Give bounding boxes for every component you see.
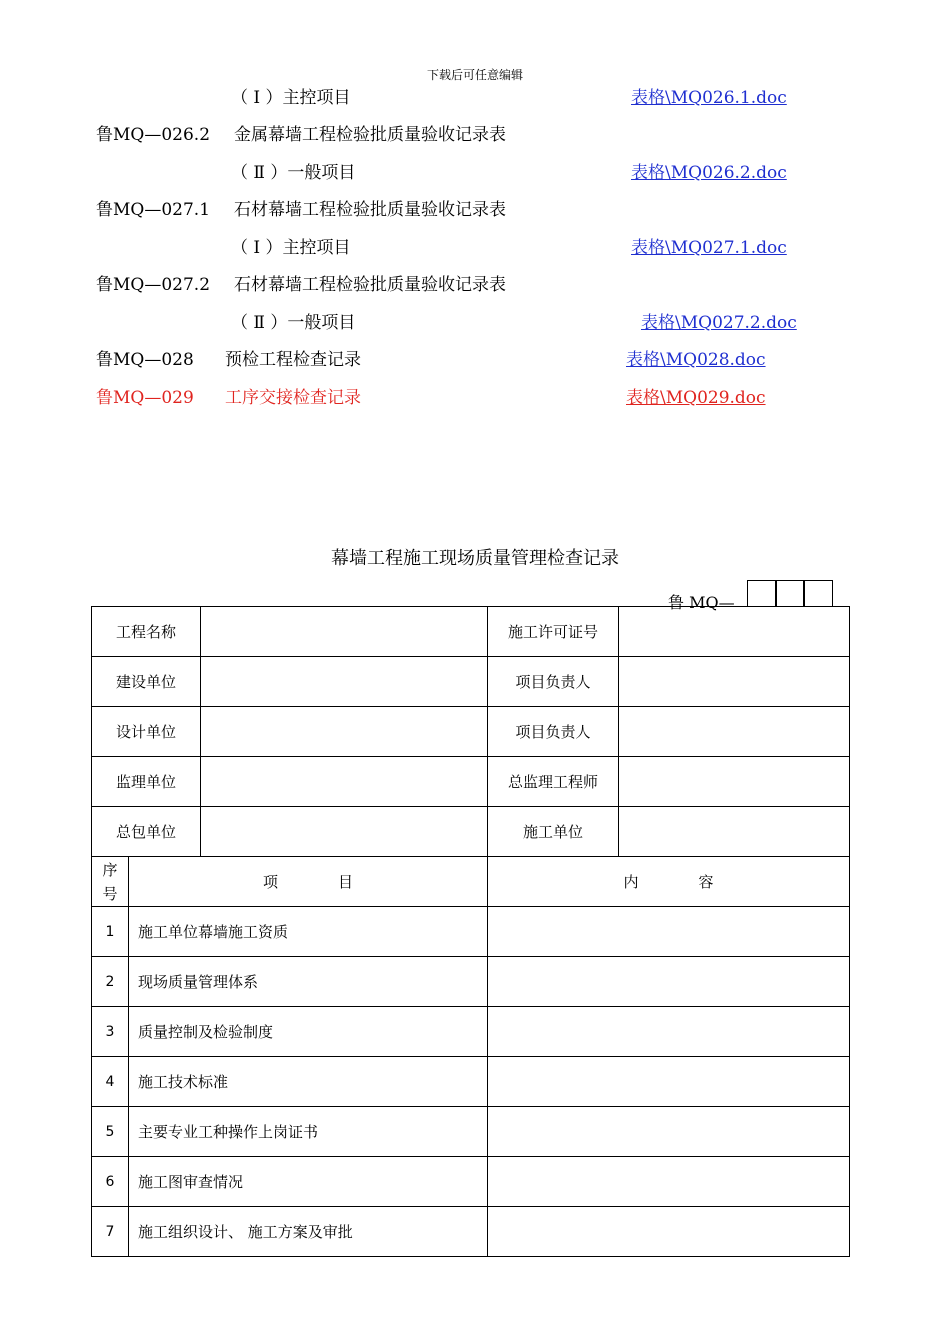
item-content-cell[interactable] — [488, 1107, 850, 1157]
index-title: （ Ⅱ ）一般项目 — [231, 163, 356, 183]
info-value-cell[interactable] — [619, 707, 850, 757]
info-row — [92, 707, 850, 757]
item-number: 6 — [92, 1157, 129, 1207]
item-number: 2 — [92, 957, 129, 1007]
item-row — [92, 957, 850, 1007]
info-value-cell[interactable] — [619, 757, 850, 807]
info-value-cell[interactable] — [201, 807, 488, 857]
doc-link[interactable]: 表格\MQ026.2.doc — [631, 163, 787, 183]
item-row — [92, 1007, 850, 1057]
info-label: 建设单位 — [92, 657, 201, 707]
index-code: 鲁MQ—029 — [96, 388, 194, 408]
item-content-cell[interactable] — [488, 1007, 850, 1057]
item-header: 项 目 — [129, 857, 488, 907]
quality-check-table — [91, 606, 850, 1257]
index-title: 石材幕墙工程检验批质量验收记录表 — [234, 200, 506, 220]
info-label: 项目负责人 — [488, 657, 619, 707]
item-row — [92, 1157, 850, 1207]
item-number: 1 — [92, 907, 129, 957]
index-title: 工序交接检查记录 — [225, 388, 361, 408]
item-name: 施工组织设计、 施工方案及审批 — [129, 1207, 488, 1257]
doc-link[interactable]: 表格\MQ026.1.doc — [631, 88, 787, 108]
info-row — [92, 657, 850, 707]
doc-link[interactable]: 表格\MQ029.doc — [626, 388, 766, 408]
info-label: 工程名称 — [92, 607, 201, 657]
content-header: 内 容 — [488, 857, 850, 907]
index-code: 鲁MQ—026.2 — [96, 125, 211, 145]
info-value-cell[interactable] — [619, 807, 850, 857]
item-content-cell[interactable] — [488, 1207, 850, 1257]
index-title: （ Ⅱ ）一般项目 — [231, 313, 356, 333]
item-content-cell[interactable] — [488, 957, 850, 1007]
info-row — [92, 757, 850, 807]
info-label: 总包单位 — [92, 807, 201, 857]
doc-link[interactable]: 表格\MQ028.doc — [626, 350, 766, 370]
item-number: 4 — [92, 1057, 129, 1107]
seq-header-bottom: 号 — [102, 884, 118, 903]
item-row — [92, 1057, 850, 1107]
index-title: 金属幕墙工程检验批质量验收记录表 — [234, 125, 506, 145]
index-code: 鲁MQ—028 — [96, 350, 194, 370]
form-title: 幕墙工程施工现场质量管理检查记录 — [331, 548, 619, 569]
item-row — [92, 907, 850, 957]
info-value-cell[interactable] — [201, 757, 488, 807]
item-name: 主要专业工种操作上岗证书 — [129, 1107, 488, 1157]
item-content-cell[interactable] — [488, 1057, 850, 1107]
doc-link[interactable]: 表格\MQ027.2.doc — [641, 313, 797, 333]
info-row — [92, 607, 850, 657]
item-name: 现场质量管理体系 — [129, 957, 488, 1007]
item-name: 质量控制及检验制度 — [129, 1007, 488, 1057]
info-row — [92, 807, 850, 857]
info-label: 施工许可证号 — [488, 607, 619, 657]
info-label: 施工单位 — [488, 807, 619, 857]
index-title: （ Ⅰ ）主控项目 — [231, 238, 351, 258]
index-code: 鲁MQ—027.1 — [96, 200, 211, 220]
info-value-cell[interactable] — [201, 657, 488, 707]
index-title: （ Ⅰ ）主控项目 — [231, 88, 351, 108]
item-number: 3 — [92, 1007, 129, 1057]
header-note: 下载后可任意编辑 — [426, 68, 523, 82]
info-label: 总监理工程师 — [488, 757, 619, 807]
item-number: 5 — [92, 1107, 129, 1157]
index-title: 预检工程检查记录 — [225, 350, 361, 370]
index-code: 鲁MQ—027.2 — [96, 275, 211, 295]
item-content-cell[interactable] — [488, 907, 850, 957]
seq-header — [92, 857, 129, 907]
item-number: 7 — [92, 1207, 129, 1257]
item-name: 施工图审查情况 — [129, 1157, 488, 1207]
info-value-cell[interactable] — [201, 707, 488, 757]
items-header-row — [92, 857, 850, 907]
index-title: 石材幕墙工程检验批质量验收记录表 — [234, 275, 506, 295]
item-name: 施工技术标准 — [129, 1057, 488, 1107]
doc-link[interactable]: 表格\MQ027.1.doc — [631, 238, 787, 258]
info-label: 设计单位 — [92, 707, 201, 757]
code-digit-box[interactable] — [803, 580, 833, 607]
info-label: 监理单位 — [92, 757, 201, 807]
info-value-cell[interactable] — [619, 607, 850, 657]
code-digit-box[interactable] — [747, 580, 777, 607]
code-digit-box[interactable] — [775, 580, 805, 607]
item-name: 施工单位幕墙施工资质 — [129, 907, 488, 957]
item-content-cell[interactable] — [488, 1157, 850, 1207]
form-code-label: 鲁 MQ— — [668, 593, 735, 612]
info-label: 项目负责人 — [488, 707, 619, 757]
item-row — [92, 1107, 850, 1157]
item-row — [92, 1207, 850, 1257]
info-value-cell[interactable] — [619, 657, 850, 707]
seq-header-top: 序 — [102, 860, 118, 879]
info-value-cell[interactable] — [201, 607, 488, 657]
